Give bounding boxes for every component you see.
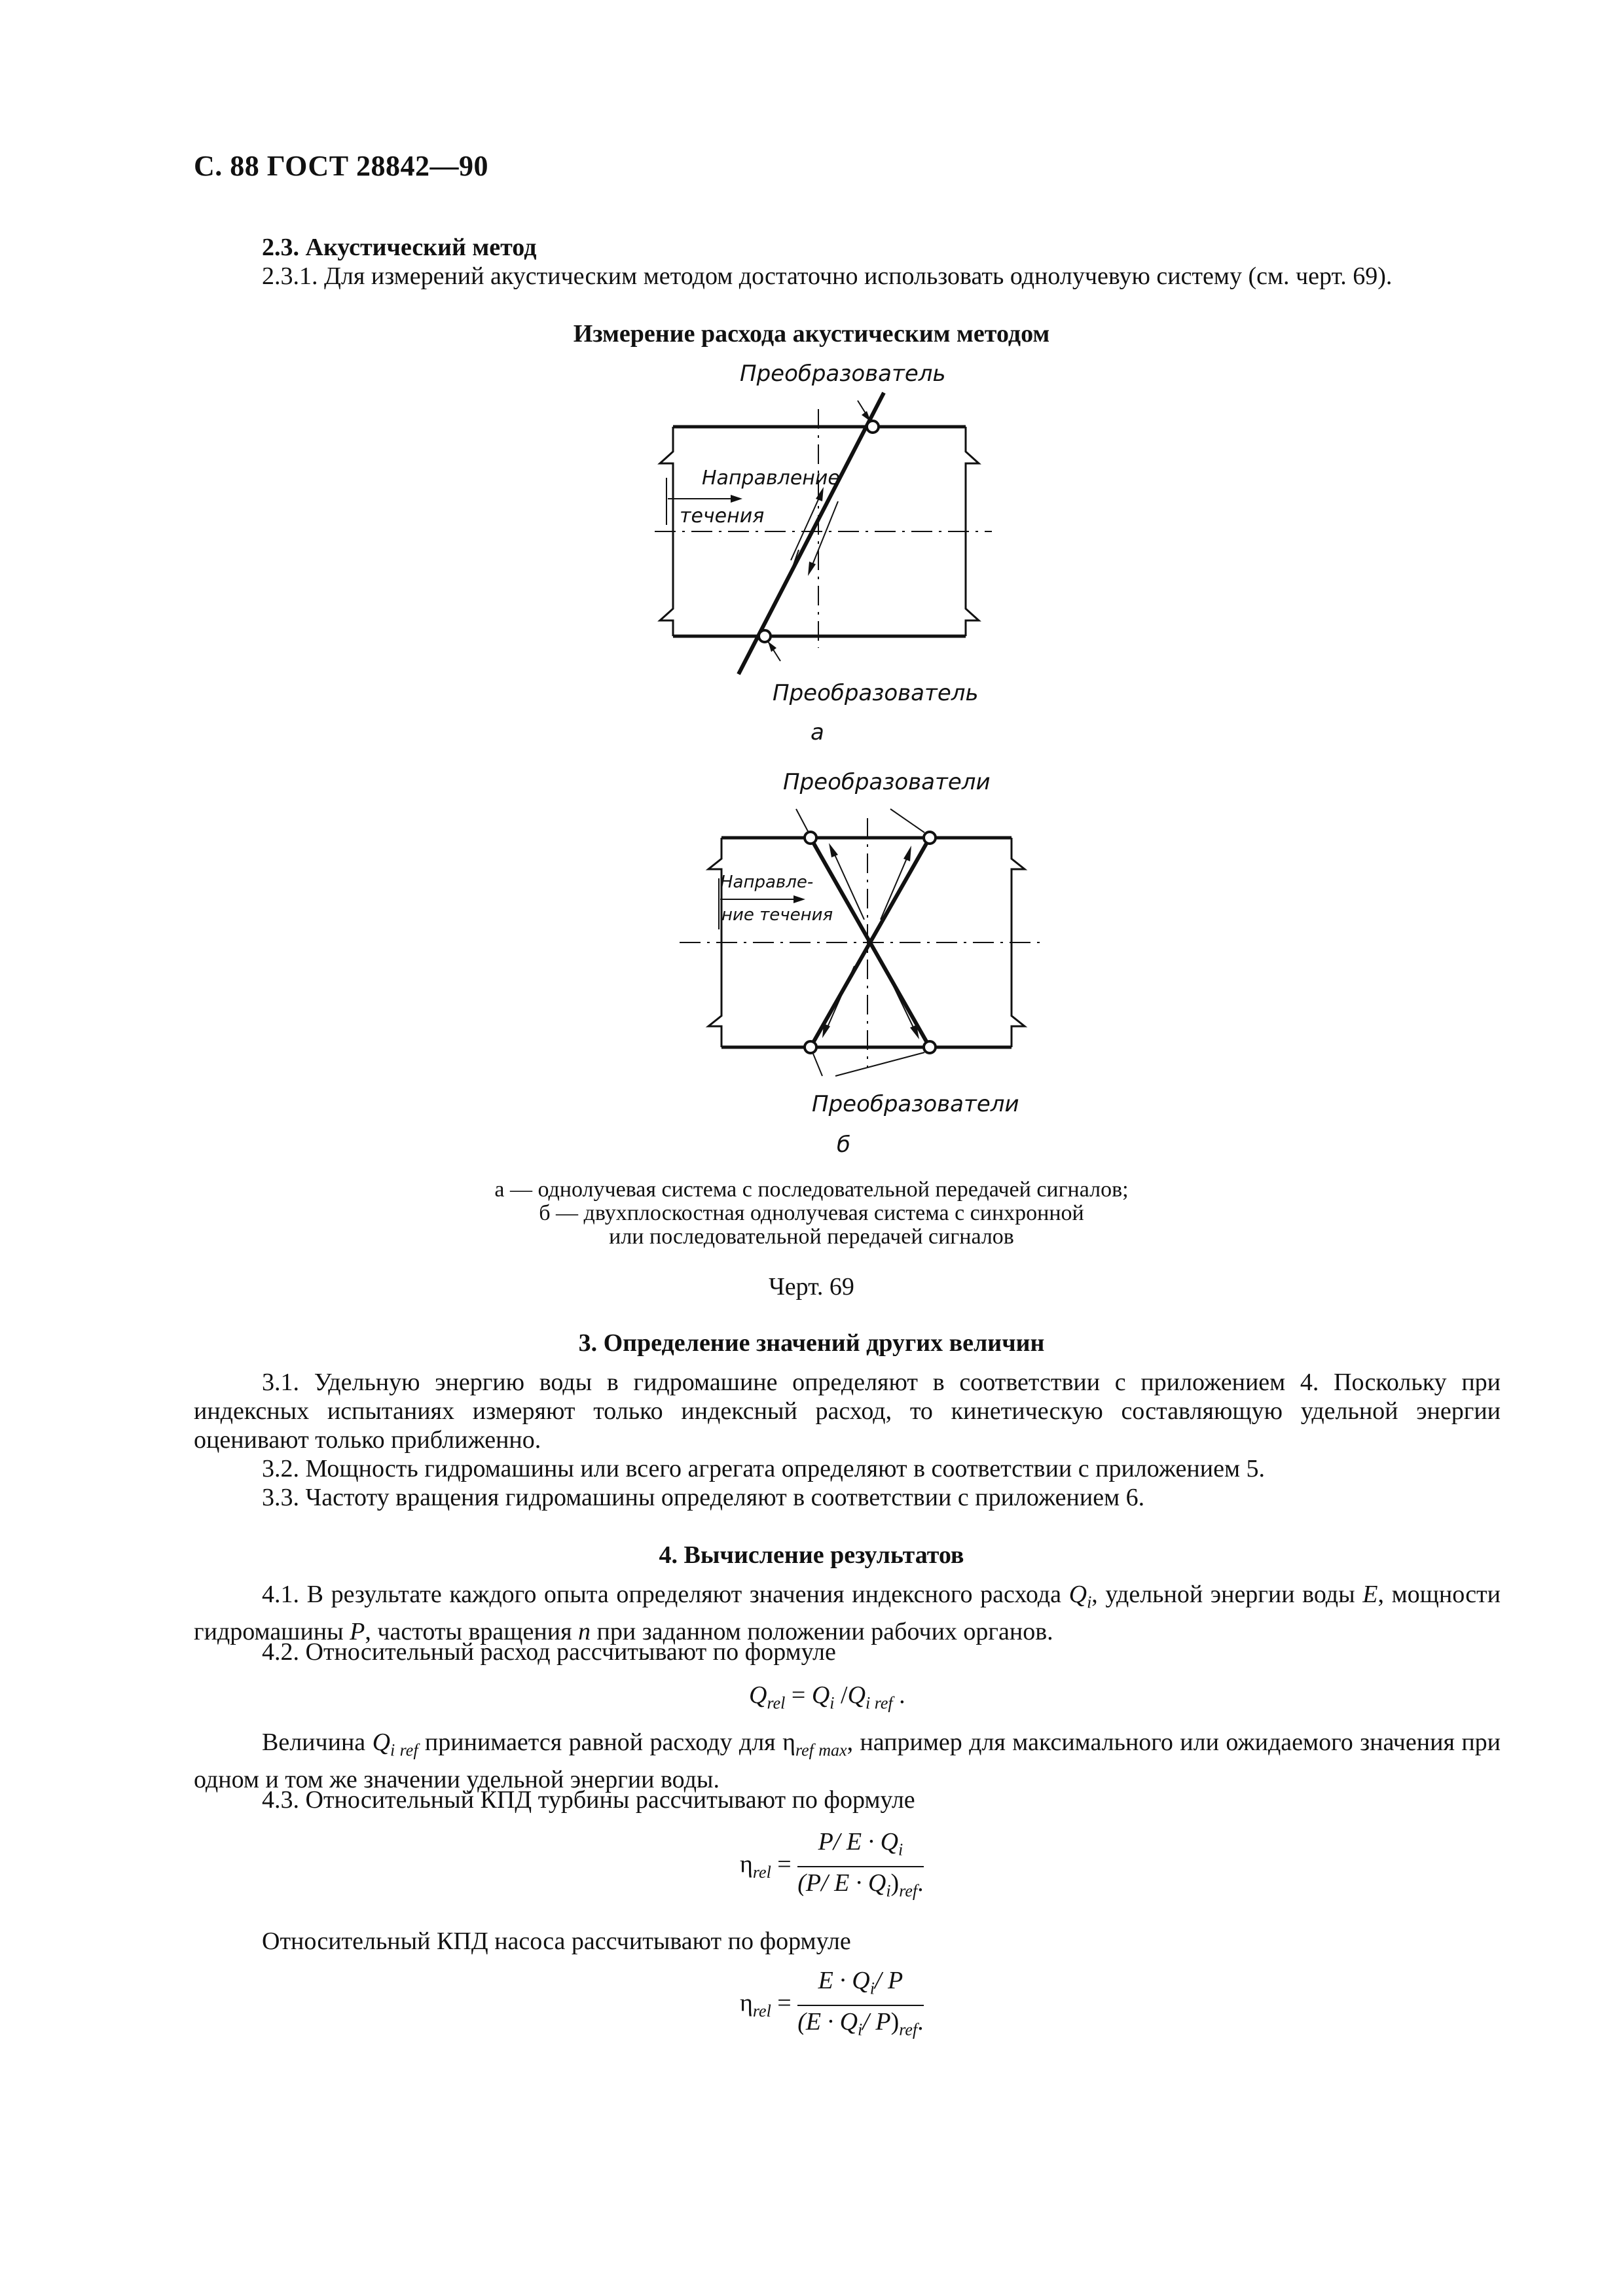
transducer-top-right (924, 832, 936, 844)
figure-b-flow-label-2: ние течения (721, 905, 833, 925)
transducer-top (867, 421, 879, 433)
section-3-paragraph-1: 3.1. Удельную энергию воды в гидромашине определяют в соответствии с приложением 4. Поскольку при индексных испытаниях измеряют только индексный расход, то кинетическую составляющую удельной энергии оценивают только приближенно. (194, 1369, 1501, 1454)
section-2-3-title: 2.3. Акустический метод (262, 234, 537, 261)
formula-eta-turbine: $\eta_{rel}$ = $\frac{P/ E \cdot Q_i}{(P/ E \cdot Q_i)_{ref}.}$ (740, 1828, 924, 1901)
figure-b-letter: б (837, 1132, 850, 1158)
figure-a-flow-label-2: течения (680, 505, 765, 528)
figure-number: Черт. 69 (769, 1273, 854, 1300)
section-4-paragraph-1: 4.1. В результате каждого опыта определяют значения индексного расхода $Q_i$, удельной энергии воды E, мощности гидромашины P, частоты вращения n при заданном положении рабочих органов. (194, 1581, 1501, 1645)
section-2-3-paragraph: 2.3.1. Для измерений акустическим методом достаточно использовать однолучевую систему (см. черт. 69). (262, 262, 1393, 290)
transducer-bottom-right (924, 1041, 936, 1053)
figure-caption (0, 1178, 1623, 1249)
figure-title: Измерение расхода акустическим методом (573, 320, 1050, 348)
page-header: С. 88 ГОСТ 28842—90 (194, 150, 489, 182)
section-4-paragraph-2: 4.2. Относительный расход рассчитывают по формуле (262, 1638, 836, 1666)
formula-eta-pump: $\eta_{rel}$ = $\frac{E \cdot Q_i/ P}{(E \cdot Q_i/ P)_{ref}.}$ (740, 1967, 924, 2039)
transducer-bottom (759, 630, 771, 642)
figure-a-flow-label-1: Направление (702, 467, 840, 490)
figure-a-diagram (642, 353, 1061, 759)
caption-line-1: а — однолучевая система с последовательной передачей сигналов; (494, 1177, 1129, 1202)
section-3-title: 3. Определение значений других величин (578, 1329, 1045, 1357)
section-4-paragraph-5: Относительный КПД насоса рассчитывают по формуле (262, 1928, 851, 1955)
section-3-paragraph-3: 3.3. Частоту вращения гидромашины определяют в соответствии с приложением 6. (262, 1484, 1145, 1511)
figure-b-label-bottom: Преобразователи (812, 1091, 1019, 1117)
transducer-bottom-left (805, 1041, 816, 1053)
figure-a-label-bottom: Преобразователь (773, 680, 979, 706)
transducer-top-left (805, 832, 816, 844)
figure-b-label-top: Преобразователи (783, 769, 991, 795)
section-4-paragraph-3: Величина $Q_{i ref}$ принимается равной расходу для $\eta_{ref max}$, например для максимального или ожидаемого значения при одном и том же значении удельной энергии воды. (194, 1729, 1501, 1793)
figure-a-label-top: Преобразователь (740, 361, 946, 387)
section-4-title: 4. Вычисление результатов (659, 1541, 964, 1569)
formula-qrel: $Q_{rel} = Q_i$ $/Q_{i ref}$ . (749, 1681, 905, 1713)
section-3-paragraph-2: 3.2. Мощность гидромашины или всего агрегата определяют в соответствии с приложением 5. (262, 1455, 1266, 1482)
caption-line-3: или последовательной передачей сигналов (609, 1225, 1014, 1249)
figure-b-diagram (668, 759, 1087, 1165)
caption-line-2: б — двухплоскостная однолучевая система с синхронной (539, 1201, 1084, 1225)
figure-a-letter: а (811, 719, 824, 745)
section-4-paragraph-4: 4.3. Относительный КПД турбины рассчитывают по формуле (262, 1786, 915, 1814)
figure-b-flow-label-1: Направле- (720, 872, 814, 892)
